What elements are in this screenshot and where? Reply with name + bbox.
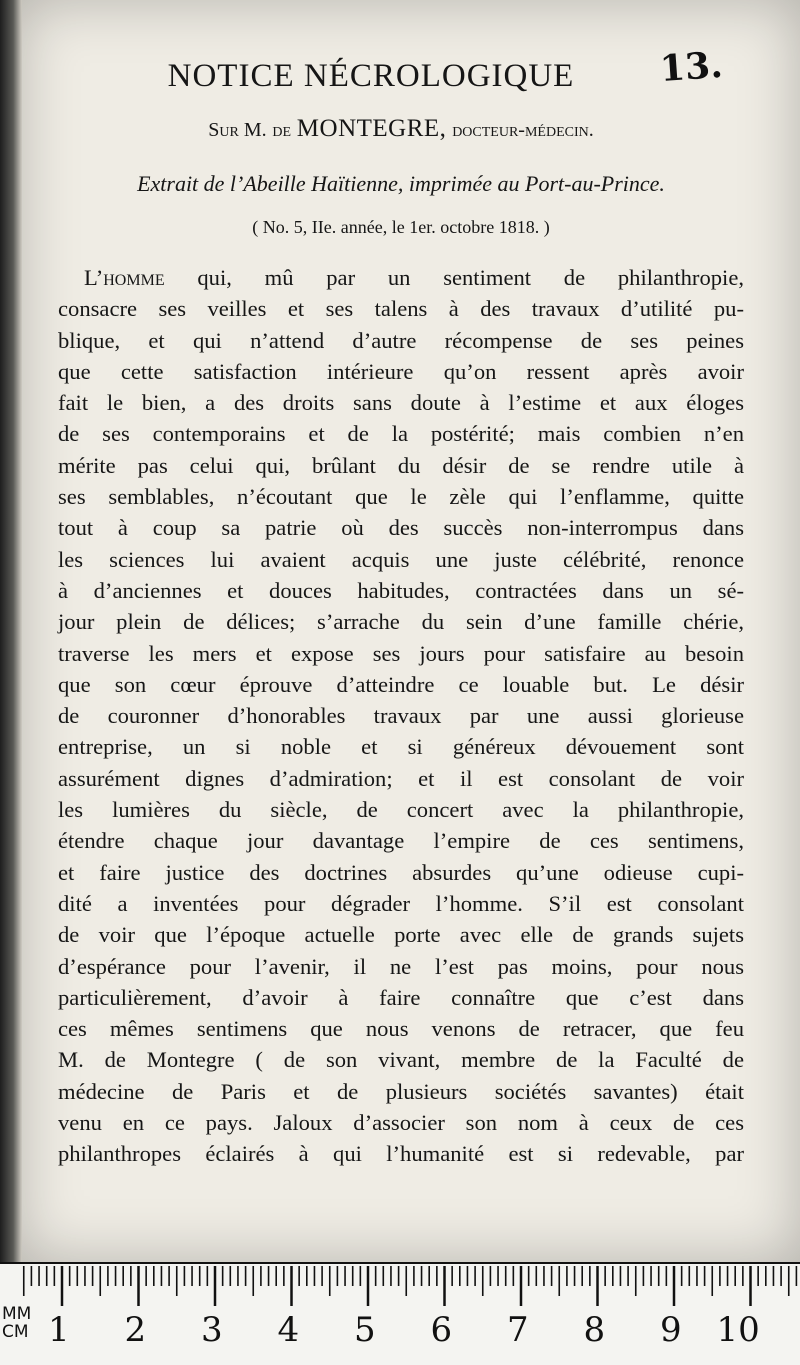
body-line: à d’anciennes et douces habitudes, contractées dans un sé- [58, 577, 744, 603]
body-line: philanthropes éclairés à qui l’humanité est si redevable, par [58, 1141, 744, 1167]
ruler-number: 2 [124, 1310, 147, 1350]
body-line: d’espérance pour l’avenir, il ne l’est pas moins, pour nous [58, 953, 744, 979]
handwritten-folio-number: 13. [658, 43, 725, 91]
subtitle-prefix: Sur M. [208, 119, 267, 141]
ruler-number: 1 [48, 1310, 70, 1350]
body-line: jour plein de délices; s’arrache du sein d’une famille chérie, [58, 609, 744, 635]
subtitle-profession: docteur-médecin. [452, 119, 594, 141]
ruler-unit-mm: MM [2, 1304, 32, 1324]
body-line: entreprise, un si noble et si généreux dévouement sont [58, 734, 744, 760]
body-line: blique, et qui n’attend d’autre récompense de ses peines [58, 327, 744, 353]
ruler-number: 9 [660, 1310, 682, 1350]
measurement-ruler [0, 1262, 800, 1365]
ruler-number: 8 [583, 1310, 606, 1350]
issue-reference: ( No. 5, IIe. année, le 1er. octobre 1818. ) [252, 217, 550, 237]
body-line: que son cœur éprouve d’atteindre ce louable but. Le désir [58, 671, 744, 697]
body-line: tout à coup sa patrie où des succès non-interrompus dans [58, 515, 744, 541]
body-line: M. de Montegre ( de son vivant, membre de la Faculté de [58, 1047, 744, 1073]
notice-title: NOTICE NÉCROLOGIQUE [167, 58, 575, 94]
body-line: de voir que l’époque actuelle porte avec elle de grands sujets [58, 922, 744, 948]
body-line: les sciences lui avaient acquis une juste célébrité, renonce [58, 546, 744, 572]
body-line: étendre chaque jour davantage l’empire de ces sentimens, [58, 828, 744, 854]
notice-subtitle [58, 115, 744, 143]
body-line: traverse les mers et expose ses jours pour satisfaire au besoin [58, 640, 744, 666]
ruler-number: 5 [354, 1310, 376, 1350]
ruler-number: 4 [277, 1310, 300, 1350]
subtitle-name: MONTEGRE, [296, 115, 447, 142]
body-line: médecine de Paris et de plusieurs sociétés savantes) était [58, 1078, 744, 1104]
body-line: de ses contemporains et de la postérité; mais combien n’en [58, 421, 744, 447]
body-line: les lumières du siècle, de concert avec la philanthropie, [58, 797, 744, 823]
body-line: ces mêmes sentimens que nous venons de retracer, que feu [58, 1016, 744, 1042]
ruler-number: 3 [201, 1310, 223, 1350]
body-line: venu en ce pays. Jaloux d’associer son nom à ceux de ces [58, 1110, 744, 1136]
ruler-number: 10 [716, 1310, 760, 1350]
body-line: particulièrement, d’avoir à faire connaître que c’est dans [58, 984, 744, 1010]
subtitle-de: de [272, 119, 292, 141]
opening-word: L’homme [84, 265, 165, 290]
source-extract-line: Extrait de l’Abeille Haïtienne, imprimée au Port-au-Prince. [137, 171, 665, 196]
body-line: et faire justice des doctrines absurdes qu’une odieuse cupi- [58, 859, 744, 885]
body-line: dité a inventées pour dégrader l’homme. S’il est consolant [58, 890, 744, 916]
body-line: fait le bien, a des droits sans doute à l’estime et aux éloges [58, 390, 744, 416]
body-line: assurément dignes d’admiration; et il est consolant de voir [58, 765, 744, 791]
body-line [58, 262, 744, 293]
page-content [58, 40, 744, 1170]
ruler-unit-cm: CM [2, 1322, 29, 1342]
ruler-number: 7 [507, 1310, 529, 1350]
ruler-number: 6 [430, 1310, 453, 1350]
binding-shadow [0, 0, 22, 1262]
body-line: ses semblables, n’écoutant que le zèle qui l’enflamme, quitte [58, 484, 744, 510]
body-line: mérite pas celui qui, brûlant du désir de se rendre utile à [58, 452, 744, 478]
body-line: de couronner d’honorables travaux par une aussi glorieuse [58, 703, 744, 729]
body-line: consacre ses veilles et ses talens à des travaux d’utilité pu- [58, 296, 744, 322]
article-body [58, 262, 744, 1170]
body-line-text: qui, mû par un sentiment de philanthropie, [164, 265, 744, 290]
body-line: que cette satisfaction intérieure qu’on ressent après avoir [58, 358, 744, 384]
